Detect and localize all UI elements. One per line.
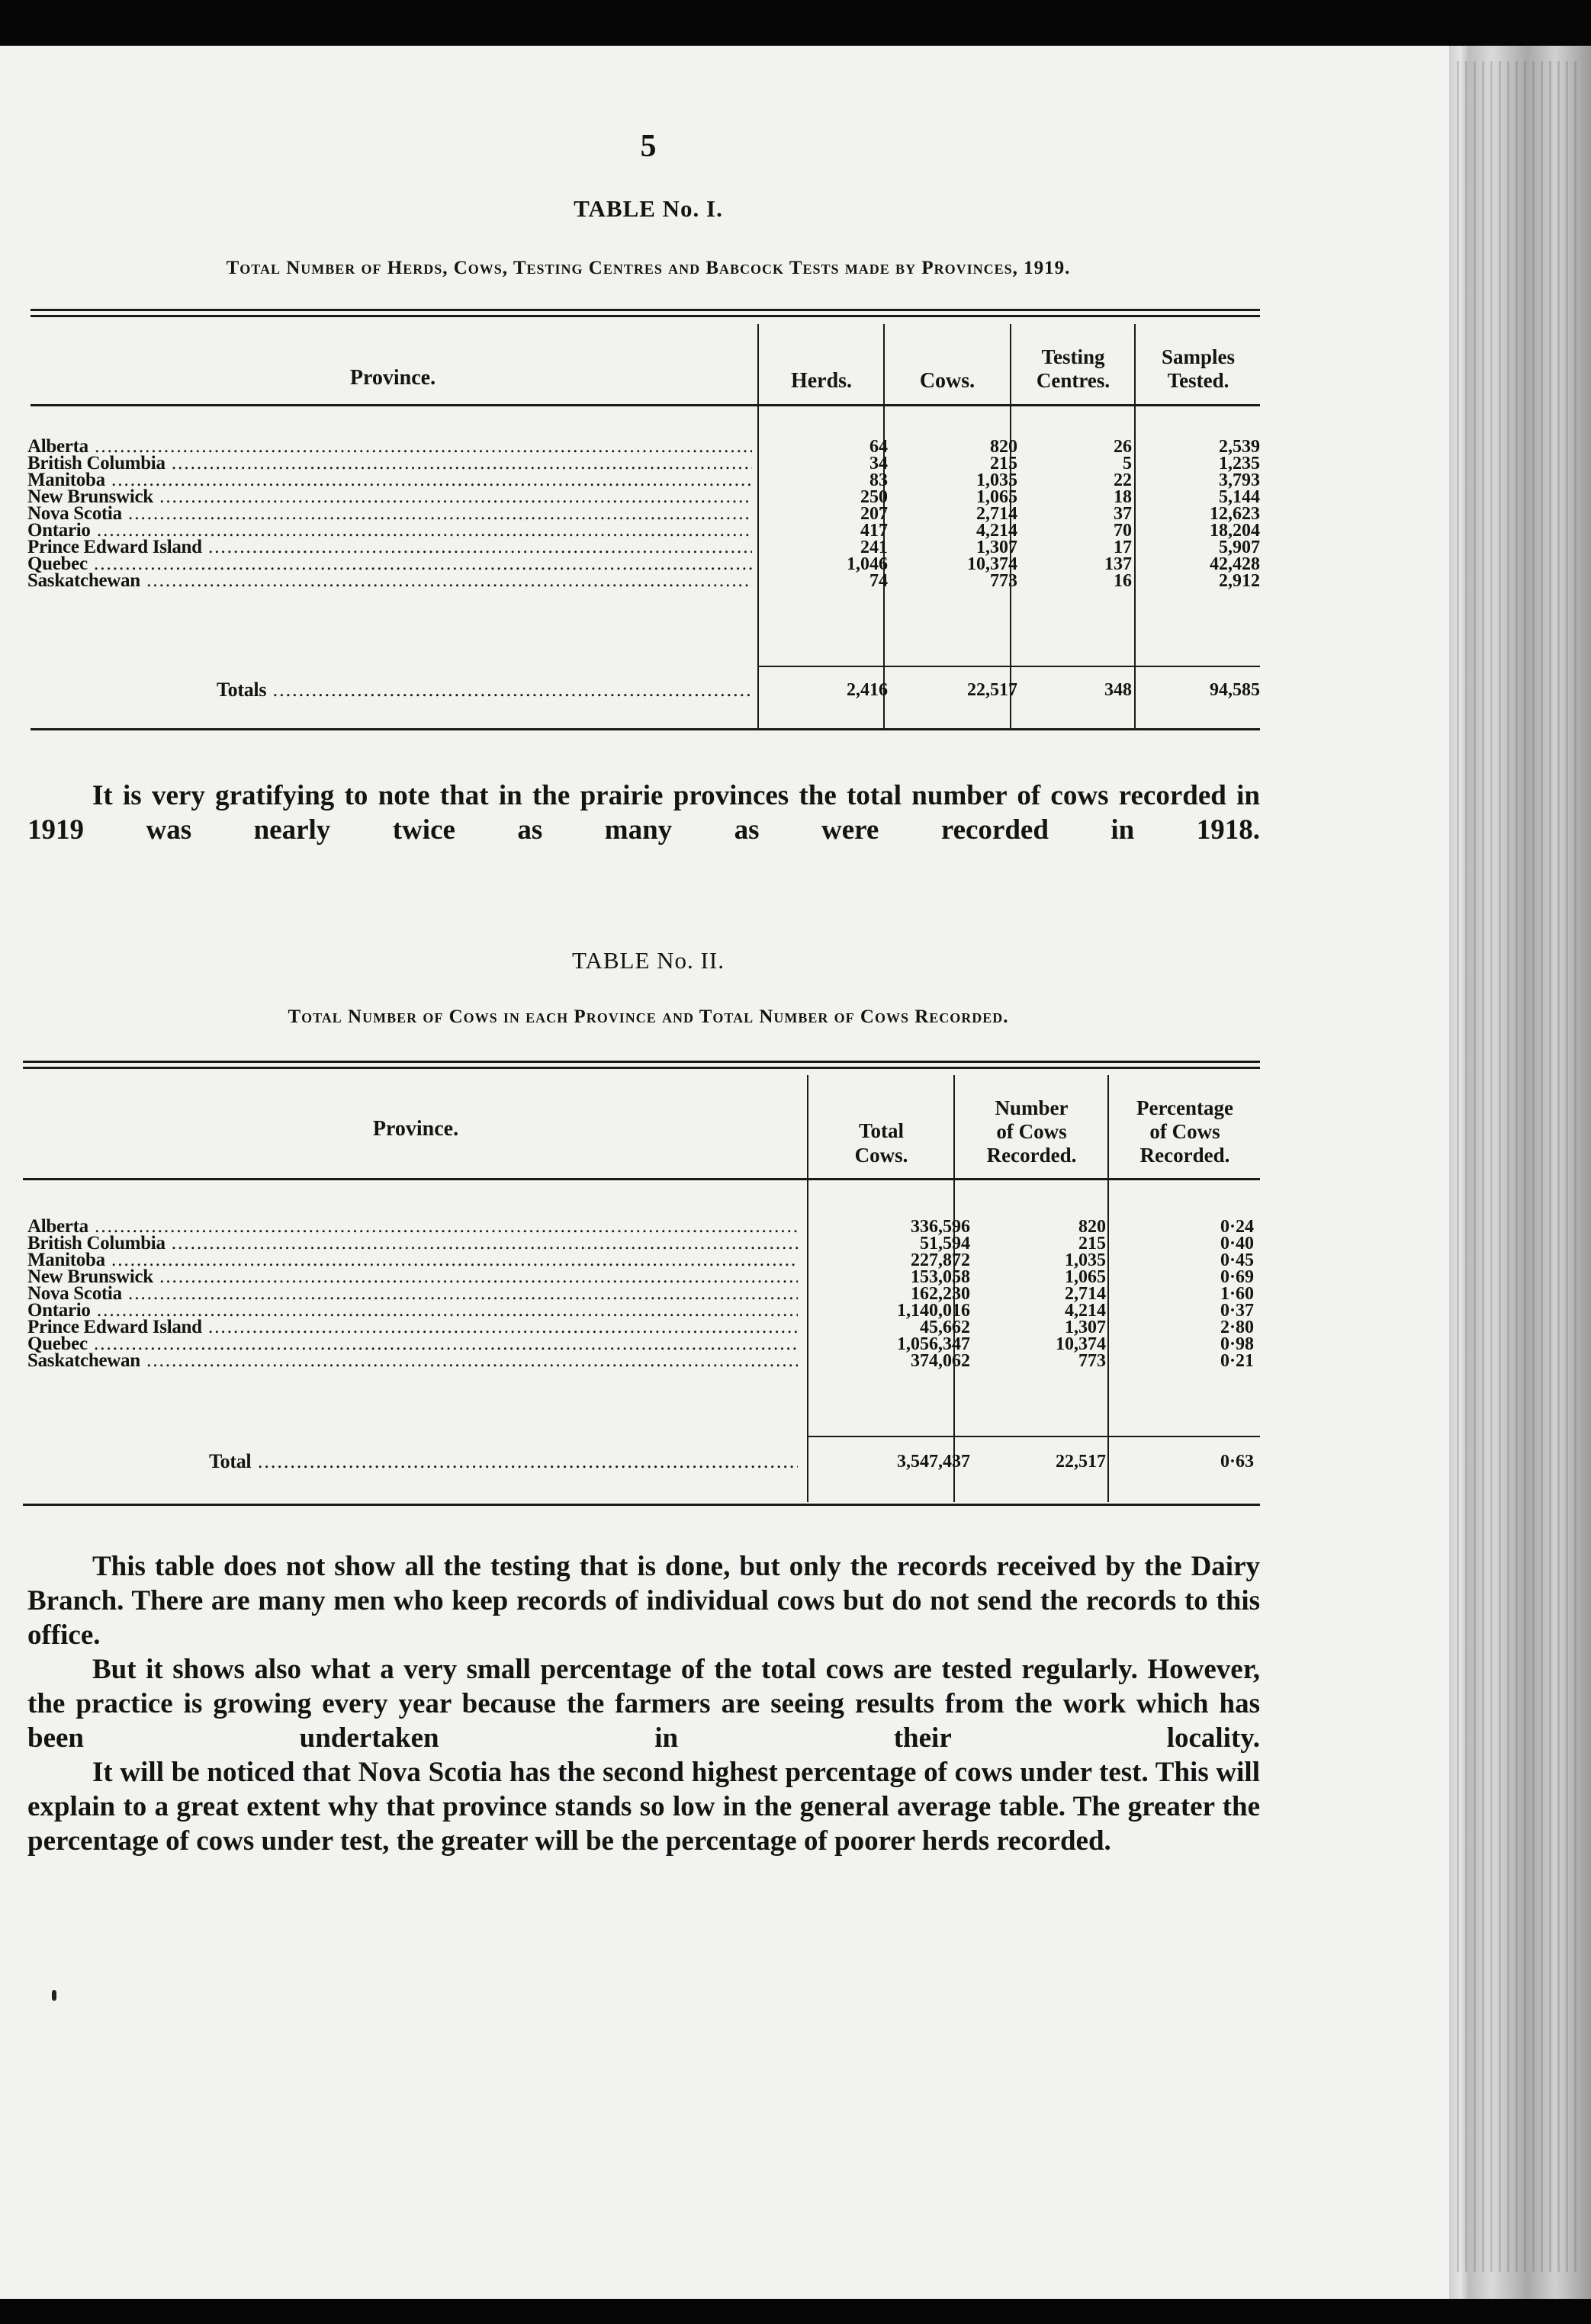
table2-header-recorded-pct: Recorded. — [1139, 1144, 1230, 1167]
recorded-value: 10,374 — [1056, 1334, 1106, 1354]
totals-row — [27, 682, 1260, 701]
recorded-value: 773 — [1078, 1351, 1106, 1371]
table1-totals-rule — [757, 666, 1260, 667]
table1-caption: Total Number of Herds, Cows, Testing Centres and Babcock Tests made by Provinces, 1919. — [226, 258, 1071, 278]
table2-bottom-rule — [23, 1504, 1260, 1506]
province-name: Manitoba ..... — [27, 1252, 798, 1269]
table-row — [27, 1319, 1260, 1336]
centres-value: 70 — [1114, 521, 1132, 541]
herds-value: 250 — [860, 487, 888, 507]
herds-value: 34 — [869, 454, 888, 473]
paragraph-prairie-provinces: It is very gratifying to note that in the prairie provinces the total number of cows recorded in 1919 was nearly twice as many as were recorded in 1918. — [27, 780, 1260, 846]
table2-header-rule — [23, 1178, 1260, 1180]
table-row — [27, 489, 1260, 506]
page-number: 5 — [640, 129, 657, 164]
paragraph-nova-scotia: It will be noticed that Nova Scotia has the second highest percentage of cows under test. This will explain to a great extent why that province stands so low in the general average table. The greater the percentage of cows under test, the greater will be the percentage of poorer herds recorded. — [27, 1757, 1260, 1857]
centres-value: 18 — [1114, 487, 1132, 507]
table2-top-rule — [23, 1061, 1260, 1063]
centres-value: 137 — [1104, 554, 1132, 574]
table-row — [27, 506, 1260, 522]
percentage-value: 0·21 — [1220, 1351, 1254, 1371]
table2-body — [27, 1218, 1260, 1432]
samples-value: 18,204 — [1210, 521, 1260, 541]
province-name: Ontario ..... — [27, 1302, 798, 1319]
percentage-value: 2·80 — [1220, 1318, 1254, 1337]
centres-value: 5 — [1123, 454, 1132, 473]
centres-value: 16 — [1114, 571, 1132, 591]
centres-value: 17 — [1114, 538, 1132, 557]
table1-header-cows: Cows. — [919, 369, 975, 393]
paragraph-testing-records: This table does not show all the testing that is done, but only the records received by the Dairy Branch. There are many men who keep records of individual cows but do not send the records to this office. — [27, 1551, 1260, 1651]
recorded-value: 820 — [1078, 1217, 1106, 1237]
herds-value: 417 — [860, 521, 888, 541]
herds-value: 1,046 — [847, 554, 888, 574]
recorded-value: 4,214 — [1065, 1301, 1106, 1321]
table2-header-percentage: Percentage — [1136, 1096, 1233, 1119]
recorded-value: 1,065 — [1065, 1267, 1106, 1287]
cows-value: 820 — [990, 437, 1017, 457]
cows-value: 4,214 — [976, 521, 1017, 541]
province-name: Alberta ..... — [27, 1218, 798, 1235]
table1-header-tested: Tested. — [1167, 369, 1229, 392]
table-row — [27, 1235, 1260, 1252]
table1-body — [27, 438, 1260, 660]
percentage-value: 0·98 — [1220, 1334, 1254, 1354]
table-row — [27, 438, 1260, 455]
table1-header-testing: Testing — [1041, 345, 1105, 368]
centres-value: 26 — [1114, 437, 1132, 457]
table-row — [27, 455, 1260, 472]
table2-header-province: Province. — [372, 1117, 459, 1141]
samples-value: 2,912 — [1219, 571, 1260, 591]
samples-value: 2,539 — [1219, 437, 1260, 457]
table2-totals-rule — [807, 1436, 1260, 1437]
samples-total: 94,585 — [1210, 680, 1260, 700]
samples-value: 5,144 — [1219, 487, 1260, 507]
total-cows-value: 374,062 — [911, 1351, 970, 1371]
province-name: British Columbia ..... — [27, 455, 752, 472]
table-row — [27, 556, 1260, 573]
herds-value: 83 — [869, 470, 888, 490]
province-name: New Brunswick ..... — [27, 1269, 798, 1286]
centres-value: 37 — [1114, 504, 1132, 524]
table1-header-centres: Centres. — [1036, 369, 1110, 392]
samples-value: 12,623 — [1210, 504, 1260, 524]
recorded-value: 215 — [1078, 1234, 1106, 1253]
cows-value: 773 — [990, 571, 1017, 591]
samples-value: 42,428 — [1210, 554, 1260, 574]
total-cows-value: 227,872 — [911, 1250, 970, 1270]
table-row — [27, 1302, 1260, 1319]
table1-title: TABLE No. I. — [574, 195, 723, 222]
province-name: Quebec ..... — [27, 556, 752, 573]
total-cows-total: 3,547,437 — [897, 1452, 970, 1472]
total-cows-value: 162,230 — [911, 1284, 970, 1304]
herds-value: 207 — [860, 504, 888, 524]
samples-value: 3,793 — [1219, 470, 1260, 490]
samples-value: 5,907 — [1219, 538, 1260, 557]
herds-value: 64 — [869, 437, 888, 457]
table2-header-cows: Cows. — [854, 1144, 908, 1167]
province-name: Saskatchewan ..... — [27, 1353, 798, 1369]
province-name: Saskatchewan ..... — [27, 573, 752, 589]
total-cows-value: 1,140,016 — [897, 1301, 970, 1321]
totals-row — [27, 1453, 1260, 1473]
cows-value: 1,035 — [976, 470, 1017, 490]
total-cows-value: 153,058 — [911, 1267, 970, 1287]
centres-total: 348 — [1104, 680, 1132, 700]
total-cows-value: 45,662 — [920, 1318, 970, 1337]
table-row — [27, 1252, 1260, 1269]
herds-value: 74 — [869, 571, 888, 591]
centres-value: 22 — [1114, 470, 1132, 490]
cows-value: 215 — [990, 454, 1017, 473]
province-name: Manitoba ..... — [27, 472, 752, 489]
province-name: Alberta ..... — [27, 438, 752, 455]
recorded-value: 1,035 — [1065, 1250, 1106, 1270]
percentage-value: 1·60 — [1220, 1284, 1254, 1304]
recorded-total: 22,517 — [1056, 1452, 1106, 1472]
table-row — [27, 1353, 1260, 1369]
province-name: Nova Scotia ..... — [27, 1286, 798, 1302]
table2-header-total: Total — [858, 1119, 905, 1142]
herds-total: 2,416 — [847, 680, 888, 700]
paragraph-small-percentage: But it shows also what a very small percentage of the total cows are tested regularly. However, the practice is growing every year because the farmers are seeing results from the work which has been undertaken in their locality. — [27, 1654, 1260, 1754]
province-name: New Brunswick ..... — [27, 489, 752, 506]
cows-total: 22,517 — [967, 680, 1017, 700]
table2-totals — [27, 1453, 1260, 1473]
table2-caption: Total Number of Cows in each Province and Total Number of Cows Recorded. — [288, 1006, 1009, 1027]
table1-top-rule — [31, 309, 1260, 311]
table-row — [27, 1269, 1260, 1286]
province-name: Quebec ..... — [27, 1336, 798, 1353]
table-row — [27, 573, 1260, 589]
recorded-value: 1,307 — [1065, 1318, 1106, 1337]
table1-header-samples: Samples — [1161, 345, 1236, 368]
cows-value: 1,065 — [976, 487, 1017, 507]
table1-bottom-rule — [31, 728, 1260, 730]
total-cows-value: 1,056,347 — [897, 1334, 970, 1354]
recorded-value: 2,714 — [1065, 1284, 1106, 1304]
percentage-value: 0·40 — [1220, 1234, 1254, 1253]
page-edge-texture — [1457, 61, 1579, 2272]
table2-top-rule-2 — [23, 1067, 1260, 1069]
table-row — [27, 539, 1260, 556]
percentage-value: 0·37 — [1220, 1301, 1254, 1321]
cows-value: 10,374 — [967, 554, 1017, 574]
table2-title: TABLE No. II. — [572, 947, 725, 974]
table-row — [27, 1218, 1260, 1235]
province-name: Prince Edward Island ..... — [27, 1319, 798, 1336]
table2-header-number: Number — [995, 1096, 1069, 1119]
table-row — [27, 1286, 1260, 1302]
totals-label: Total ..... — [209, 1453, 798, 1470]
cows-value: 2,714 — [976, 504, 1017, 524]
ink-speck — [52, 1990, 56, 2001]
total-cows-value: 51,594 — [920, 1234, 970, 1253]
percentage-value: 0·24 — [1220, 1217, 1254, 1237]
percentage-value: 0·69 — [1220, 1267, 1254, 1287]
samples-value: 1,235 — [1219, 454, 1260, 473]
table1-header-province: Province. — [349, 366, 436, 390]
table2-header-of-cows: of Cows — [996, 1120, 1067, 1143]
cows-value: 1,307 — [976, 538, 1017, 557]
table1-totals — [27, 682, 1260, 701]
table-row — [27, 1336, 1260, 1353]
table-row — [27, 472, 1260, 489]
province-name: British Columbia ..... — [27, 1235, 798, 1252]
table1-top-rule-2 — [31, 315, 1260, 317]
percentage-value: 0·45 — [1220, 1250, 1254, 1270]
province-name: Nova Scotia ..... — [27, 506, 752, 522]
herds-value: 241 — [860, 538, 888, 557]
total-cows-value: 336,596 — [911, 1217, 970, 1237]
province-name: Ontario ..... — [27, 522, 752, 539]
table2-header-recorded: Recorded. — [986, 1144, 1077, 1167]
table1-header-rule — [31, 404, 1260, 406]
table2-header-of-cows-pct: of Cows — [1149, 1120, 1220, 1143]
table1-header-herds: Herds. — [790, 369, 853, 393]
table-row — [27, 522, 1260, 539]
totals-label: Totals ..... — [217, 682, 752, 698]
percentage-total: 0·63 — [1220, 1452, 1254, 1472]
province-name: Prince Edward Island ..... — [27, 539, 752, 556]
